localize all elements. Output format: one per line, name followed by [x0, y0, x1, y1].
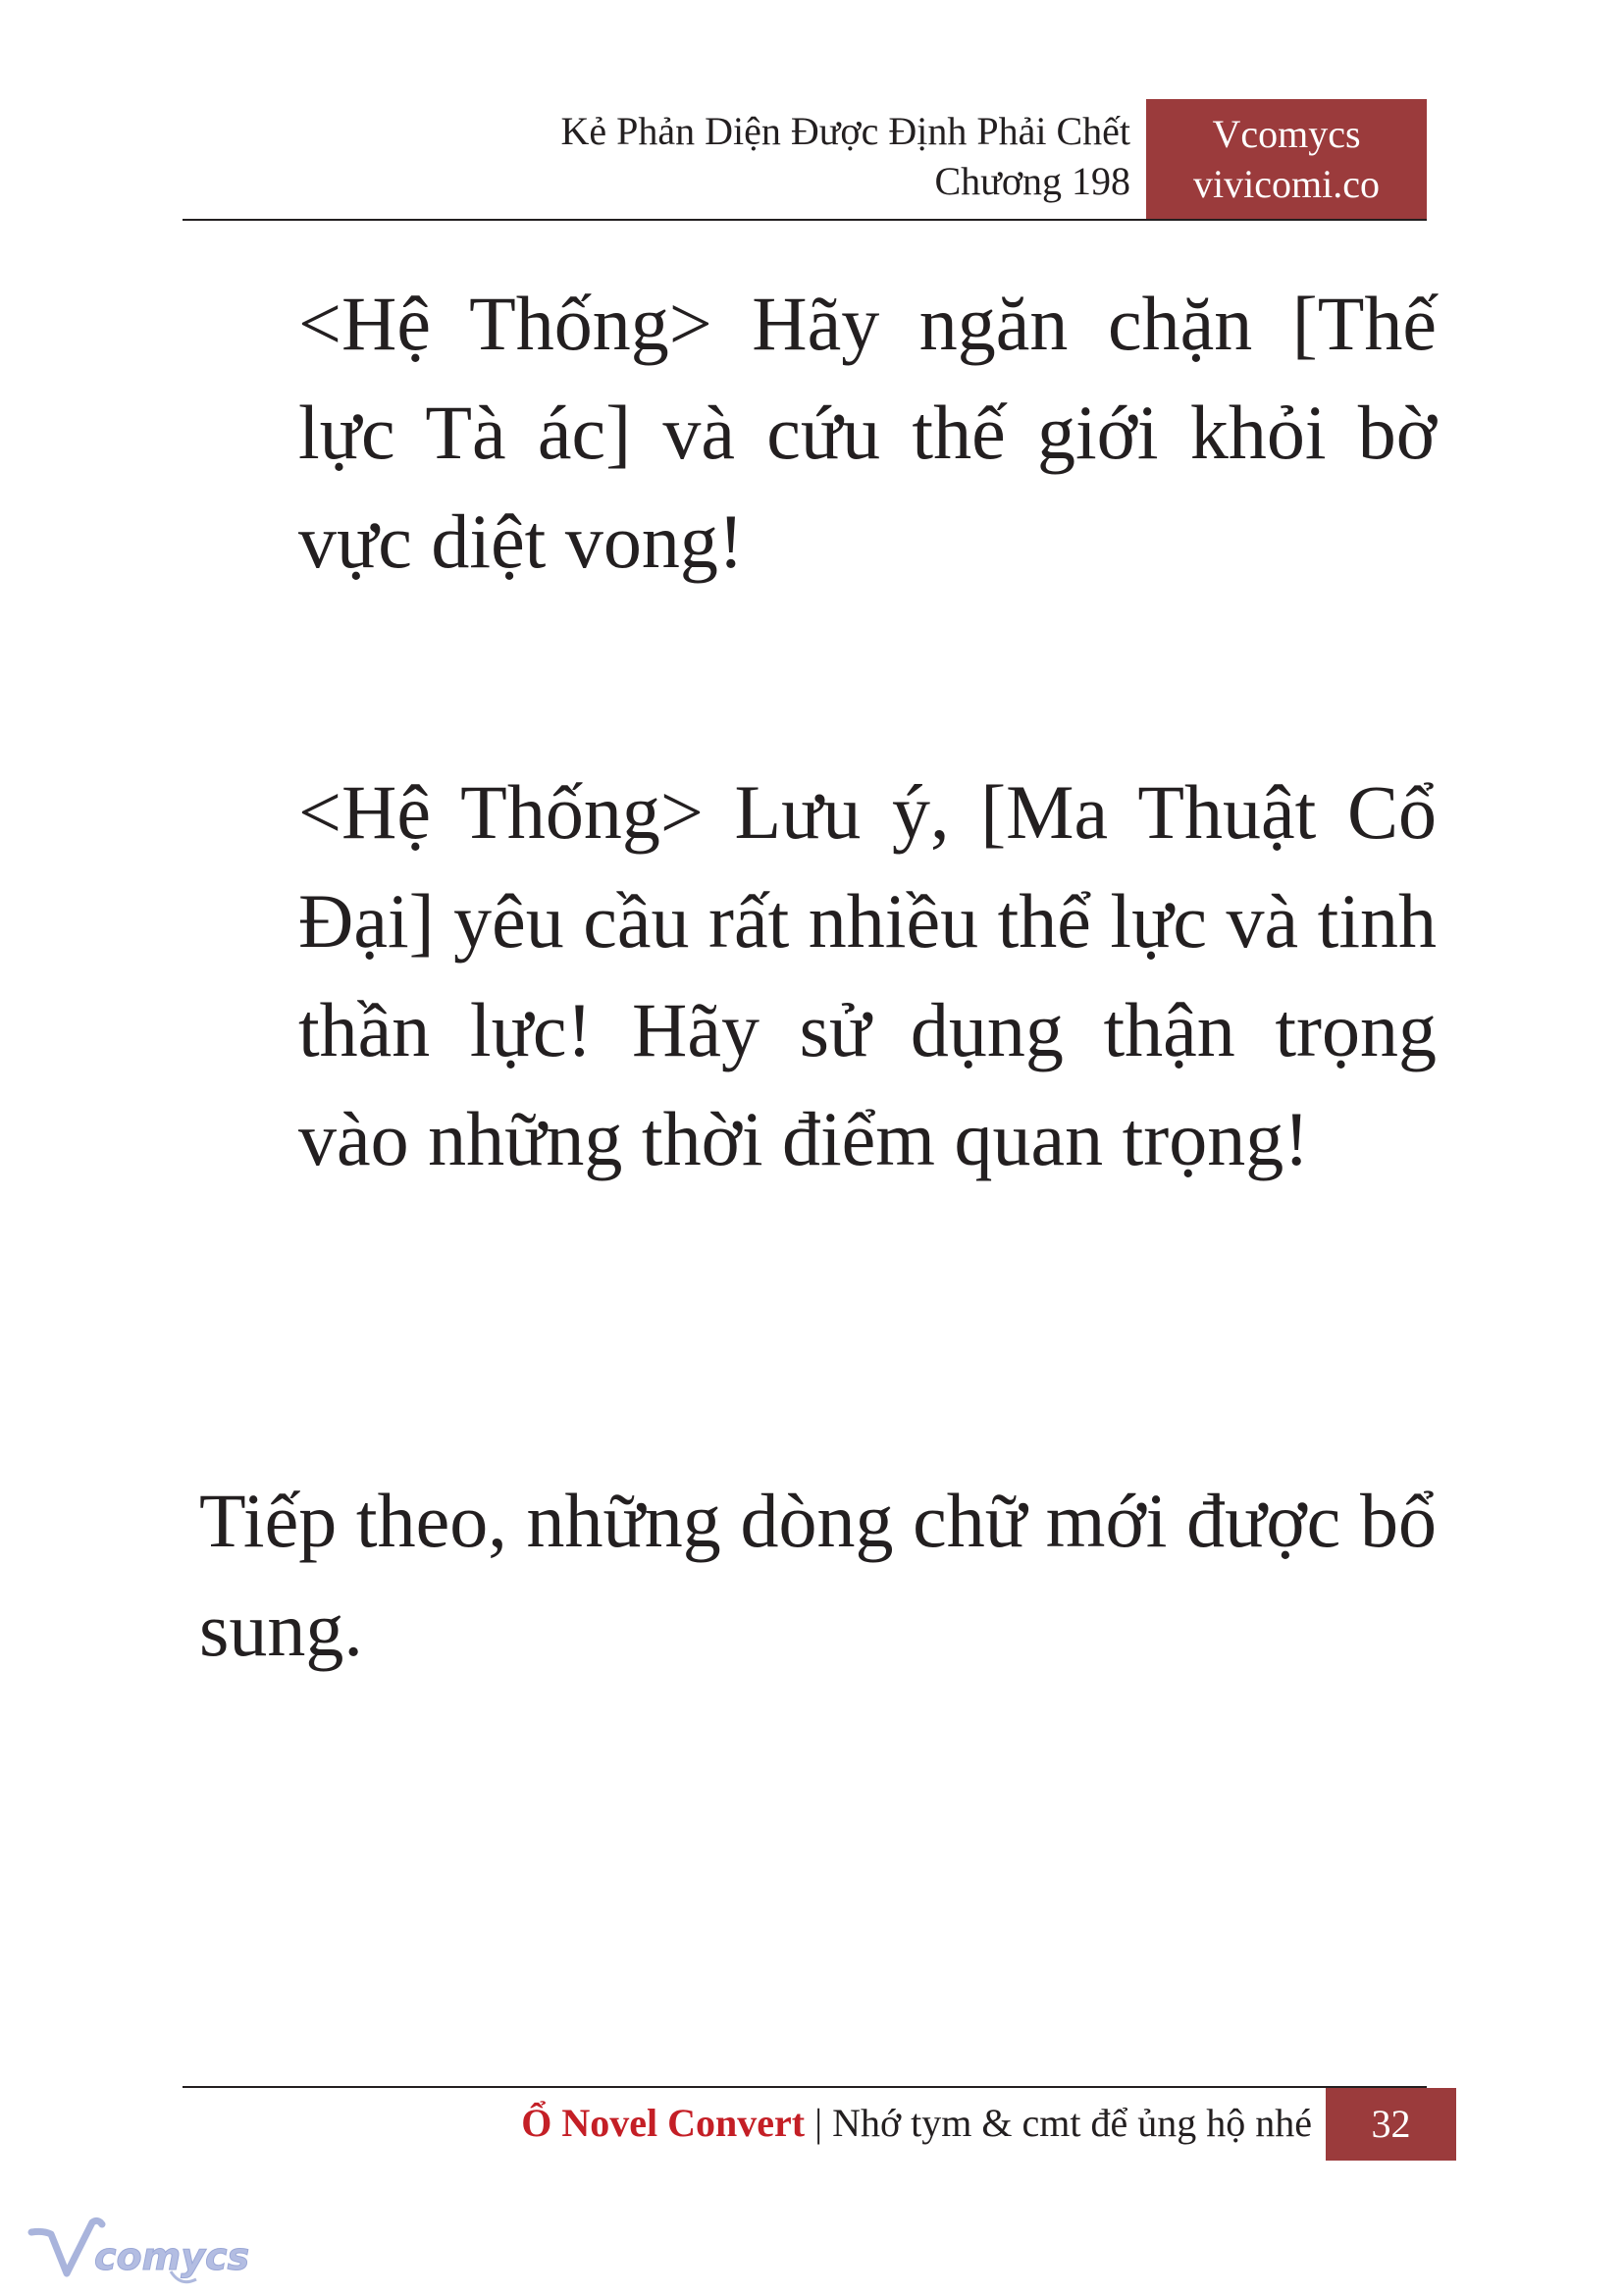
footer-message: Nhớ tym & cmt để ủng hộ nhé	[832, 2101, 1312, 2145]
paragraph-2: <Hệ Thống> Lưu ý, [Ma Thuật Cổ Đại] yêu cầu rất nhiều thể lực và tinh thần lực! Hãy sử dụng thận trọng vào những thời điểm quan trọng!	[298, 769, 1437, 1181]
footer-separator: |	[814, 2101, 823, 2145]
paragraph-1: <Hệ Thống> Hãy ngăn chặn [Thế lực Tà ác] và cứu thế giới khỏi bờ vực diệt vong!	[298, 281, 1437, 584]
book-title: Kẻ Phản Diện Được Định Phải Chết	[560, 109, 1130, 153]
svg-text:comycs: comycs	[94, 2235, 249, 2278]
footer-brand: Ổ Novel Convert	[521, 2101, 806, 2145]
page-number: 32	[1326, 2088, 1456, 2161]
vcomycs-logo-watermark	[24, 2213, 249, 2291]
chapter-label: Chương 198	[934, 159, 1130, 203]
paragraph-3: Tiếp theo, những dòng chữ mới được bổ sung.	[199, 1478, 1437, 1672]
site-badge-url: vivicomi.co	[1193, 162, 1380, 206]
running-header	[560, 106, 1130, 206]
footer	[521, 2096, 1312, 2151]
header-divider	[183, 219, 1427, 221]
site-badge	[1146, 99, 1427, 220]
footer-divider	[183, 2086, 1427, 2088]
site-badge-name: Vcomycs	[1212, 112, 1361, 156]
